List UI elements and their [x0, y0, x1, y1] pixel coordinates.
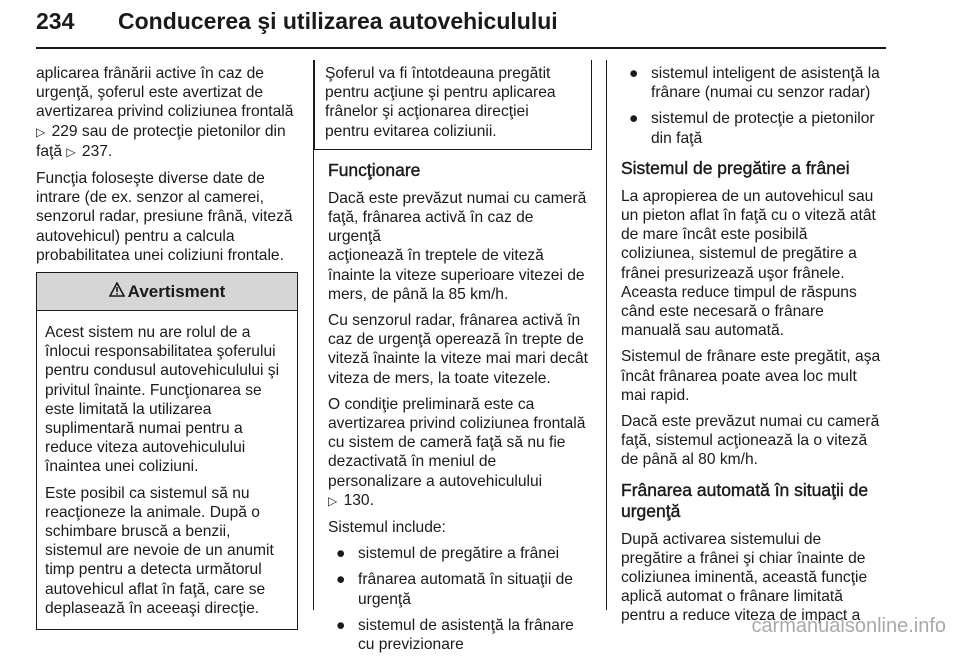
list-item-text: sistemul de asistenţă la frânare cu previzionare — [358, 616, 574, 654]
column-right — [621, 64, 889, 633]
column-middle — [325, 64, 590, 661]
paragraph: După activarea sistemului de pregătire a frânei şi chiar înainte de coliziunea iminentă, această funcţie aplică automat o frânare limitată pentru a reduce viteza de impact a — [621, 530, 868, 625]
text-run: aplicarea frânării active în caz de urgenţă, şoferul este avertizat de avertizarea privind coliziunea frontală — [36, 65, 294, 121]
paragraph: Funcţia foloseşte diverse date de intrare (de ex. senzor al camerei, senzorul radar, presiune frână, viteză autovehicul) pentru a calcula probabilitatea unei coliziuni frontale. — [36, 170, 293, 264]
watermark: carmanualsonline.info — [751, 615, 946, 637]
bullet-list — [621, 64, 889, 148]
column-left — [36, 64, 298, 630]
list-item — [328, 616, 590, 654]
section-heading: Frânarea automată în situaţii de urgenţă — [621, 479, 869, 521]
header-rule — [36, 47, 886, 49]
warning-triangle-icon — [109, 282, 125, 301]
warning-title: Avertisment — [127, 281, 226, 301]
section-heading: Sistemul de pregătire a frânei — [621, 157, 850, 178]
paragraph: Sistemul include: — [328, 519, 446, 537]
chapter-title: Conducerea şi utilizarea autovehiculului — [118, 8, 558, 34]
bullet-icon: ● — [629, 65, 639, 82]
list-item — [328, 570, 590, 608]
list-item — [621, 109, 889, 147]
list-item-text: sistemul de protecţie a pietonilor din faţă — [651, 110, 875, 147]
warning-box-continuation — [314, 60, 592, 150]
text-run: 130. — [343, 491, 374, 509]
reference-arrow-icon: ▷ — [328, 493, 338, 508]
paragraph: Şoferul va fi întotdeauna pregătit pentru acţiune şi pentru aplicarea frânelor şi acţionarea direcţiei pentru evitarea coliziunii. — [325, 65, 556, 140]
column-divider — [606, 60, 607, 610]
bullet-icon: ● — [336, 545, 346, 563]
text-run: O condiţie preliminară este ca avertizarea privind coliziunea frontală cu sistem de cameră faţă să nu fie dezactivată în meniul de personalizare a autovehiculului — [328, 395, 586, 490]
reference-arrow-icon: ▷ — [66, 144, 76, 159]
list-item-text: sistemul inteligent de asistenţă la frânare (numai cu senzor radar) — [651, 65, 880, 102]
bullet-icon: ● — [629, 110, 639, 128]
paragraph: Cu senzorul radar, frânarea activă în caz de urgenţă operează în trepte de viteză înainte la viteze mai mari decât viteza de mers, la toate vitezele. — [328, 312, 589, 387]
section-heading: Funcţionare — [328, 159, 421, 180]
reference-arrow-icon: ▷ — [36, 124, 46, 139]
page-number: 234 — [36, 8, 75, 34]
list-item — [328, 544, 590, 563]
paragraph — [36, 64, 298, 162]
paragraph — [328, 395, 590, 511]
paragraph: La apropierea de un autovehicul sau un pieton aflat în faţă cu o viteză atât de mare încât este posibilă coliziunea, sistemul de pregătire a frânei presurizează uşor frânele. Aceasta reduce timpul de răspuns când este necesară o frânare manuală sau automată. — [621, 187, 876, 340]
warning-box — [36, 272, 298, 630]
page-header — [36, 6, 886, 46]
text-run: 229 sau de protecţie pietonilor din faţă — [36, 122, 286, 160]
paragraph: Dacă este prevăzut numai cu cameră faţă, sistemul acţionează la o viteză de până al 80 km/h. — [621, 413, 880, 469]
bullet-list — [328, 544, 590, 654]
paragraph: Sistemul de frânare este pregătit, aşa încât frânarea poate avea loc mult mai rapid. — [621, 348, 881, 404]
warning-body — [37, 311, 299, 629]
list-item-text: sistemul de pregătire a frânei — [358, 545, 560, 563]
paragraph: Este posibil ca sistemul să nu reacţioneze la animale. După o schimbare bruscă a benzii, sistemul are nevoie de un anumit timp pentru a detecta următorul autovehicul aflat în faţă, care se deplasează în aceeaşi direcţie. — [45, 484, 274, 617]
bullet-icon: ● — [336, 571, 346, 589]
paragraph: Dacă este prevăzut numai cu cameră faţă, frânarea activă în caz de urgenţă acţionează în treptele de viteză înainte la viteze superioare vitezei de mers, de până la 85 km/h. — [328, 189, 587, 303]
text-run: 237. — [81, 142, 113, 160]
warning-header — [37, 273, 297, 311]
bullet-icon: ● — [336, 616, 346, 634]
paragraph: Acest sistem nu are rolul de a înlocui responsabilitatea şoferului pentru condusul autovehiculului şi privitul înainte. Funcţionarea se este limitată la utilizarea suplimentară numai pentru a reduce viteza autovehiculului înaintea unei coliziuni. — [45, 324, 280, 476]
list-item — [621, 64, 889, 102]
list-item-text: frânarea automată în situaţii de urgenţă — [358, 571, 573, 608]
